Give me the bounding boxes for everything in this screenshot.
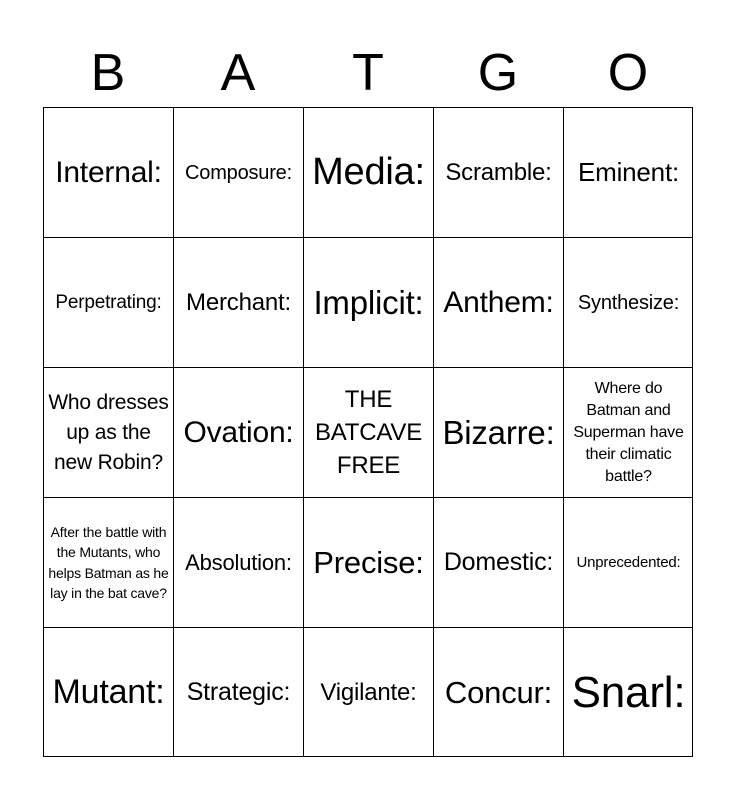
- bingo-cell: Where do Batman and Superman have their climatic battle?: [563, 367, 693, 497]
- bingo-cell: Internal:: [43, 107, 173, 237]
- bingo-grid: [43, 107, 693, 757]
- bingo-cell: Strategic:: [173, 627, 303, 757]
- bingo-cell: Vigilante:: [303, 627, 433, 757]
- bingo-cell: Scramble:: [433, 107, 563, 237]
- bingo-cell: After the battle with the Mutants, who helps Batman as he lay in the bat cave?: [43, 497, 173, 627]
- bingo-header: [43, 40, 693, 106]
- bingo-cell: Unprecedented:: [563, 497, 693, 627]
- bingo-cell: Merchant:: [173, 237, 303, 367]
- free-space: THE BATCAVE FREE: [303, 367, 433, 497]
- header-letter-b: B: [90, 44, 126, 102]
- header-letter-t: T: [352, 44, 384, 102]
- bingo-cell: Implicit:: [303, 237, 433, 367]
- bingo-cell: Bizarre:: [433, 367, 563, 497]
- bingo-cell: Domestic:: [433, 497, 563, 627]
- bingo-cell: Ovation:: [173, 367, 303, 497]
- header-letter-a: A: [220, 44, 256, 102]
- bingo-cell: Precise:: [303, 497, 433, 627]
- bingo-cell: Concur:: [433, 627, 563, 757]
- bingo-cell: Synthesize:: [563, 237, 693, 367]
- bingo-cell: Who dresses up as the new Robin?: [43, 367, 173, 497]
- bingo-cell: Anthem:: [433, 237, 563, 367]
- header-letter-o: O: [607, 44, 649, 102]
- bingo-cell: Eminent:: [563, 107, 693, 237]
- bingo-cell: Snarl:: [563, 627, 693, 757]
- header-letter-g: G: [477, 44, 519, 102]
- bingo-cell: Perpetrating:: [43, 237, 173, 367]
- bingo-cell: Media:: [303, 107, 433, 237]
- bingo-cell: Composure:: [173, 107, 303, 237]
- bingo-cell: Mutant:: [43, 627, 173, 757]
- bingo-cell: Absolution:: [173, 497, 303, 627]
